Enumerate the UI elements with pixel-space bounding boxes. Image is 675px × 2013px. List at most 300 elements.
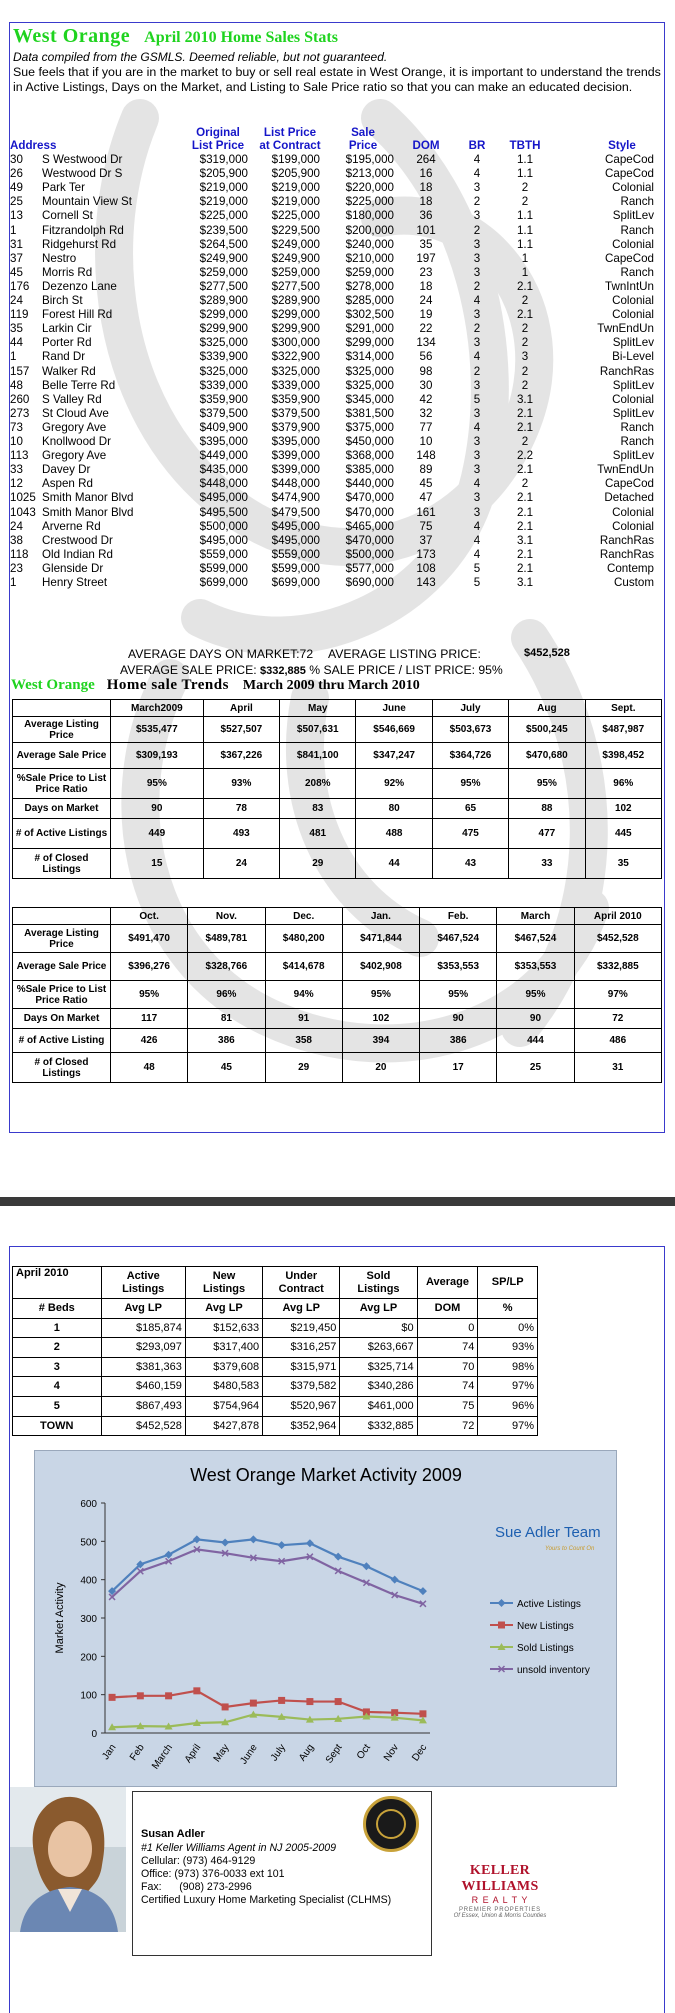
cell-style: Colonial bbox=[612, 237, 654, 251]
cell-style: SplitLev bbox=[612, 449, 654, 463]
sales-row bbox=[10, 407, 665, 421]
data-point bbox=[165, 1692, 172, 1699]
cell-dom: 264 bbox=[416, 153, 436, 166]
trend-value: $507,631 bbox=[280, 717, 356, 743]
trend-value: 102 bbox=[342, 1009, 419, 1029]
cell-list-at-contract: $399,000 bbox=[271, 463, 320, 477]
trend-row bbox=[13, 819, 662, 849]
cell-street: Belle Terre Rd bbox=[42, 378, 116, 392]
cell-sale-price: $314,000 bbox=[345, 350, 394, 364]
cell-bedrooms: 2 bbox=[473, 279, 481, 293]
x-tick-label: March bbox=[150, 1742, 176, 1772]
trend-value: 488 bbox=[356, 819, 432, 849]
cell-bedrooms: 3 bbox=[473, 251, 481, 265]
bed-header-cell: April 2010 bbox=[13, 1267, 102, 1299]
trend-value: 29 bbox=[280, 849, 356, 879]
trends-title: Home sale Trends bbox=[106, 677, 229, 693]
cell-street: Crestwood Dr bbox=[42, 533, 113, 547]
sales-row bbox=[10, 238, 665, 252]
bed-value: $452,528 bbox=[101, 1416, 185, 1436]
cell-baths: 2 bbox=[521, 336, 529, 350]
cell-baths: 1.1 bbox=[516, 153, 534, 166]
cell-street: Birch St bbox=[42, 294, 83, 307]
cell-bedrooms: 5 bbox=[473, 576, 481, 589]
y-axis-label: Market Activity bbox=[54, 1582, 66, 1654]
cell-bedrooms: 3 bbox=[473, 181, 481, 195]
cell-style: SplitLev bbox=[612, 209, 654, 223]
trend-value: $309,193 bbox=[111, 743, 204, 769]
cell-original-list-price: $500,000 bbox=[199, 519, 248, 533]
month-header: March bbox=[497, 908, 574, 925]
cell-dom: 143 bbox=[416, 576, 436, 589]
trend-value: 386 bbox=[420, 1029, 497, 1053]
chart-svg bbox=[35, 1451, 618, 1788]
cell-style: Ranch bbox=[620, 223, 654, 237]
bed-count: 1 bbox=[13, 1318, 102, 1338]
cell-sale-price: $577,000 bbox=[345, 561, 394, 575]
cell-style: TwnIntUn bbox=[605, 279, 654, 293]
cell-style: RanchRas bbox=[599, 364, 654, 378]
sales-row bbox=[10, 181, 665, 195]
trend-row bbox=[13, 849, 662, 879]
cell-baths: 2.1 bbox=[516, 308, 534, 322]
month-header: May bbox=[280, 700, 356, 717]
cell-house-number: 48 bbox=[10, 378, 23, 392]
trend-value: 95% bbox=[420, 981, 497, 1009]
cell-style: Ranch bbox=[620, 265, 654, 279]
trends-brand: West Orange bbox=[11, 677, 95, 693]
x-tick-label: May bbox=[211, 1742, 232, 1765]
sales-row bbox=[10, 365, 665, 379]
cell-house-number: 1 bbox=[10, 350, 17, 364]
cell-street: Rand Dr bbox=[42, 350, 86, 364]
cell-house-number: 35 bbox=[10, 322, 23, 336]
cell-baths: 2 bbox=[521, 181, 529, 195]
trend-value: 17 bbox=[420, 1053, 497, 1083]
trend-row bbox=[13, 743, 662, 769]
sales-row bbox=[10, 491, 665, 505]
row-label: # of Active Listing bbox=[13, 1029, 111, 1053]
cell-sale-price: $225,000 bbox=[345, 195, 394, 209]
sales-row bbox=[10, 534, 665, 548]
cell-house-number: 13 bbox=[10, 209, 23, 223]
x-tick-label: Oct bbox=[354, 1742, 373, 1762]
cell-original-list-price: $289,900 bbox=[199, 294, 248, 307]
kw-realty: R E A L T Y bbox=[471, 1895, 529, 1905]
cell-bedrooms: 2 bbox=[473, 195, 481, 209]
cell-dom: 19 bbox=[419, 308, 433, 322]
cell-street: Walker Rd bbox=[42, 364, 96, 378]
agent-card bbox=[132, 1791, 432, 1956]
bed-subheader-cell: DOM bbox=[417, 1299, 478, 1319]
cell-baths: 1.1 bbox=[516, 167, 534, 181]
cell-dom: 77 bbox=[419, 420, 433, 434]
cell-list-at-contract: $322,900 bbox=[271, 350, 320, 364]
data-point bbox=[193, 1687, 200, 1694]
cell-bedrooms: 2 bbox=[473, 364, 481, 378]
cell-sale-price: $325,000 bbox=[345, 378, 394, 392]
header-tbth: TBTH bbox=[509, 139, 541, 152]
cell-dom: 30 bbox=[419, 378, 433, 392]
sales-row bbox=[10, 421, 665, 435]
bed-count: 5 bbox=[13, 1396, 102, 1416]
bed-count: 4 bbox=[13, 1377, 102, 1397]
trend-value: $467,524 bbox=[497, 925, 574, 953]
x-tick-label: April bbox=[182, 1742, 204, 1766]
sales-row bbox=[10, 167, 665, 181]
cell-original-list-price: $449,000 bbox=[199, 449, 248, 463]
cell-street: S Westwood Dr bbox=[42, 153, 123, 166]
title-rest: April 2010 Home Sales Stats bbox=[144, 29, 338, 46]
bed-value: 70 bbox=[417, 1357, 478, 1377]
cell-style: Detached bbox=[604, 491, 654, 505]
cell-house-number: 1 bbox=[10, 223, 17, 237]
trend-value: $332,885 bbox=[574, 953, 661, 981]
cell-original-list-price: $219,000 bbox=[199, 181, 248, 195]
sales-row bbox=[10, 562, 665, 576]
corner-cell bbox=[13, 908, 111, 925]
cell-dom: 45 bbox=[419, 477, 433, 491]
bed-value: $332,885 bbox=[340, 1416, 417, 1436]
month-header: June bbox=[356, 700, 432, 717]
trend-value: 97% bbox=[574, 981, 661, 1009]
trend-value: $452,528 bbox=[574, 925, 661, 953]
cell-style: Colonial bbox=[612, 392, 654, 406]
cell-bedrooms: 4 bbox=[473, 547, 481, 561]
agent-name: Susan Adler bbox=[141, 1828, 205, 1840]
trend-value: 95% bbox=[509, 769, 585, 799]
cell-baths: 3.1 bbox=[516, 392, 534, 406]
month-header: Dec. bbox=[265, 908, 342, 925]
cell-original-list-price: $495,500 bbox=[199, 505, 248, 519]
bed-header-cell: Active Listings bbox=[101, 1267, 185, 1299]
cell-style: CapeCod bbox=[605, 153, 654, 166]
data-point bbox=[278, 1541, 286, 1549]
trends-table-2010 bbox=[12, 907, 662, 1083]
keller-williams-logo bbox=[440, 1863, 560, 1919]
trend-value: 90 bbox=[497, 1009, 574, 1029]
cell-sale-price: $213,000 bbox=[345, 167, 394, 181]
trend-value: 44 bbox=[356, 849, 432, 879]
trend-value: 88 bbox=[509, 799, 585, 819]
page-1 bbox=[9, 22, 665, 1133]
trend-value: 90 bbox=[420, 1009, 497, 1029]
cell-original-list-price: $435,000 bbox=[199, 463, 248, 477]
trend-row bbox=[13, 1053, 662, 1083]
cell-baths: 2 bbox=[521, 378, 529, 392]
trend-value: 45 bbox=[188, 1053, 265, 1083]
trend-value: 91 bbox=[265, 1009, 342, 1029]
agent-portrait bbox=[10, 1787, 126, 1932]
cell-dom: 18 bbox=[419, 195, 433, 209]
bed-value: 75 bbox=[417, 1396, 478, 1416]
trends-range: March 2009 thru March 2010 bbox=[242, 678, 420, 693]
cell-street: Cornell St bbox=[42, 209, 93, 223]
bed-value: $325,714 bbox=[340, 1357, 417, 1377]
trend-value: 477 bbox=[509, 819, 585, 849]
cell-style: Colonial bbox=[612, 308, 654, 322]
series-line bbox=[112, 1715, 423, 1728]
trend-value: $328,766 bbox=[188, 953, 265, 981]
cell-baths: 1 bbox=[521, 265, 529, 279]
month-header: April 2010 bbox=[574, 908, 661, 925]
cell-street: Aspen Rd bbox=[42, 477, 93, 491]
cell-sale-price: $278,000 bbox=[345, 279, 394, 293]
bed-value: $340,286 bbox=[340, 1377, 417, 1397]
cell-baths: 1.1 bbox=[516, 237, 534, 251]
cell-sale-price: $368,000 bbox=[345, 449, 394, 463]
bed-value: $460,159 bbox=[101, 1377, 185, 1397]
cell-style: Bi-Level bbox=[612, 350, 654, 364]
cell-dom: 37 bbox=[419, 533, 433, 547]
cell-street: S Valley Rd bbox=[42, 392, 102, 406]
cell-bedrooms: 3 bbox=[473, 265, 481, 279]
cell-street: Fitzrandolph Rd bbox=[42, 223, 124, 237]
sales-row bbox=[10, 224, 665, 238]
average-listing-label: AVERAGE LISTING PRICE: bbox=[328, 647, 481, 661]
trend-header-row bbox=[13, 908, 662, 925]
cell-original-list-price: $205,900 bbox=[199, 167, 248, 181]
cell-house-number: 23 bbox=[10, 561, 23, 575]
cell-house-number: 1025 bbox=[10, 491, 36, 505]
cell-list-at-contract: $229,500 bbox=[271, 223, 320, 237]
trend-value: $353,553 bbox=[497, 953, 574, 981]
row-label: # of Closed Listings bbox=[13, 1053, 111, 1083]
cell-house-number: 157 bbox=[10, 364, 30, 378]
cell-list-at-contract: $379,500 bbox=[271, 406, 320, 420]
trend-value: 95% bbox=[342, 981, 419, 1009]
trend-value: $841,100 bbox=[280, 743, 356, 769]
month-header: Jan. bbox=[342, 908, 419, 925]
cell-sale-price: $470,000 bbox=[345, 533, 394, 547]
cell-list-at-contract: $339,000 bbox=[271, 378, 320, 392]
y-tick-label: 400 bbox=[80, 1575, 97, 1587]
bed-subheader-cell: Avg LP bbox=[185, 1299, 262, 1319]
bed-header-cell: Average bbox=[417, 1267, 478, 1299]
agent-tagline: #1 Keller Williams Agent in NJ 2005-2009 bbox=[141, 1842, 337, 1854]
cell-street: Mountain View St bbox=[42, 195, 133, 209]
cell-sale-price: $690,000 bbox=[345, 576, 394, 589]
trend-value: 29 bbox=[265, 1053, 342, 1083]
trend-value: 117 bbox=[111, 1009, 188, 1029]
trend-value: 445 bbox=[585, 819, 661, 849]
cell-bedrooms: 4 bbox=[473, 167, 481, 181]
y-tick-label: 100 bbox=[80, 1690, 97, 1702]
cell-house-number: 44 bbox=[10, 336, 23, 350]
trend-value: $471,844 bbox=[342, 925, 419, 953]
bed-header-row-2 bbox=[13, 1299, 538, 1319]
bed-subheader-cell: Avg LP bbox=[340, 1299, 417, 1319]
cell-style: Ranch bbox=[620, 195, 654, 209]
cell-street: Glenside Dr bbox=[42, 561, 104, 575]
cell-dom: 18 bbox=[419, 181, 433, 195]
data-point bbox=[249, 1535, 257, 1543]
cell-list-at-contract: $599,000 bbox=[271, 561, 320, 575]
agent-cellular: Cellular: (973) 464-9129 bbox=[141, 1855, 256, 1867]
sales-row bbox=[10, 449, 665, 463]
bed-value: $316,257 bbox=[263, 1338, 340, 1358]
trend-value: $470,680 bbox=[509, 743, 585, 769]
cell-bedrooms: 3 bbox=[473, 435, 481, 448]
cell-style: Ranch bbox=[620, 435, 654, 448]
cell-baths: 2.1 bbox=[516, 279, 534, 293]
cell-list-at-contract: $225,000 bbox=[271, 209, 320, 223]
trend-value: $353,553 bbox=[420, 953, 497, 981]
cell-style: CapeCod bbox=[605, 251, 654, 265]
agent-fax: Fax: (908) 273-2996 bbox=[141, 1881, 252, 1893]
cell-bedrooms: 4 bbox=[473, 420, 481, 434]
cell-house-number: 73 bbox=[10, 420, 23, 434]
cell-dom: 35 bbox=[419, 237, 433, 251]
cell-baths: 2 bbox=[521, 294, 529, 307]
cell-dom: 173 bbox=[416, 547, 436, 561]
month-header: Oct. bbox=[111, 908, 188, 925]
cell-house-number: 10 bbox=[10, 435, 23, 448]
cell-baths: 2 bbox=[521, 322, 529, 336]
bed-value: $152,633 bbox=[185, 1318, 262, 1338]
trend-value: 15 bbox=[111, 849, 204, 879]
data-point bbox=[498, 1622, 505, 1629]
cell-original-list-price: $219,000 bbox=[199, 195, 248, 209]
cell-style: SplitLev bbox=[612, 378, 654, 392]
sales-row bbox=[10, 308, 665, 322]
cell-list-at-contract: $359,900 bbox=[271, 392, 320, 406]
data-point bbox=[250, 1700, 257, 1707]
cell-bedrooms: 4 bbox=[473, 533, 481, 547]
cell-house-number: 24 bbox=[10, 519, 23, 533]
cell-list-at-contract: $699,000 bbox=[271, 576, 320, 589]
trend-value: 92% bbox=[356, 769, 432, 799]
page-separator bbox=[0, 1197, 675, 1206]
cell-list-at-contract: $219,000 bbox=[271, 181, 320, 195]
month-header: Sept. bbox=[585, 700, 661, 717]
cell-street: Old Indian Rd bbox=[42, 547, 113, 561]
bed-header-cell: Sold Listings bbox=[340, 1267, 417, 1299]
cell-style: Custom bbox=[614, 576, 654, 589]
bed-value: 0% bbox=[478, 1318, 538, 1338]
trend-value: 208% bbox=[280, 769, 356, 799]
trend-value: $527,507 bbox=[203, 717, 279, 743]
bed-value: $263,667 bbox=[340, 1338, 417, 1358]
cell-dom: 89 bbox=[419, 463, 433, 477]
cell-bedrooms: 3 bbox=[473, 378, 481, 392]
trend-value: $487,987 bbox=[585, 717, 661, 743]
bedroom-breakdown-table bbox=[12, 1266, 538, 1436]
cell-bedrooms: 3 bbox=[473, 406, 481, 420]
trend-value: 20 bbox=[342, 1053, 419, 1083]
cell-list-at-contract: $299,000 bbox=[271, 308, 320, 322]
trend-value: 481 bbox=[280, 819, 356, 849]
bed-value: $352,964 bbox=[263, 1416, 340, 1436]
cell-sale-price: $325,000 bbox=[345, 364, 394, 378]
cell-bedrooms: 3 bbox=[473, 336, 481, 350]
cell-bedrooms: 3 bbox=[473, 505, 481, 519]
cell-street: Smith Manor Blvd bbox=[42, 505, 134, 519]
cell-baths: 2 bbox=[521, 477, 529, 491]
cell-list-at-contract: $559,000 bbox=[271, 547, 320, 561]
cell-baths: 1.1 bbox=[516, 209, 534, 223]
cell-bedrooms: 3 bbox=[473, 491, 481, 505]
sales-row bbox=[10, 252, 665, 266]
agent-photo bbox=[10, 1787, 126, 1932]
trend-row bbox=[13, 1009, 662, 1029]
cell-list-at-contract: $299,900 bbox=[271, 322, 320, 336]
x-tick-label: June bbox=[238, 1742, 260, 1767]
cell-list-at-contract: $495,000 bbox=[271, 519, 320, 533]
cell-sale-price: $385,000 bbox=[345, 463, 394, 477]
cell-list-at-contract: $219,000 bbox=[271, 195, 320, 209]
trend-value: $347,247 bbox=[356, 743, 432, 769]
row-label: Average Sale Price bbox=[13, 953, 111, 981]
cell-dom: 108 bbox=[416, 561, 436, 575]
trend-value: 426 bbox=[111, 1029, 188, 1053]
trend-value: $500,245 bbox=[509, 717, 585, 743]
cell-street: Westwood Dr S bbox=[42, 167, 123, 181]
bed-value: 97% bbox=[478, 1416, 538, 1436]
team-tagline: Yours to Count On bbox=[545, 1546, 595, 1552]
trend-row bbox=[13, 1029, 662, 1053]
cell-dom: 24 bbox=[419, 294, 433, 307]
trend-value: $398,452 bbox=[585, 743, 661, 769]
cell-list-at-contract: $474,900 bbox=[271, 491, 320, 505]
cell-list-at-contract: $395,000 bbox=[271, 435, 320, 448]
cell-dom: 16 bbox=[419, 167, 433, 181]
cell-original-list-price: $559,000 bbox=[199, 547, 248, 561]
cell-sale-price: $200,000 bbox=[345, 223, 394, 237]
bed-value: $315,971 bbox=[263, 1357, 340, 1377]
cell-dom: 197 bbox=[416, 251, 436, 265]
bed-value: $0 bbox=[340, 1318, 417, 1338]
cell-bedrooms: 4 bbox=[473, 519, 481, 533]
trend-row bbox=[13, 769, 662, 799]
sales-row bbox=[10, 336, 665, 350]
cell-street: Gregory Ave bbox=[42, 449, 107, 463]
trend-value: 24 bbox=[203, 849, 279, 879]
cell-street: Arverne Rd bbox=[42, 519, 101, 533]
row-label: Days On Market bbox=[13, 1009, 111, 1029]
trends-table-2009 bbox=[12, 699, 662, 879]
cell-sale-price: $500,000 bbox=[345, 547, 394, 561]
bed-subheader-cell: # Beds bbox=[13, 1299, 102, 1319]
cell-street: Forest Hill Rd bbox=[42, 308, 113, 322]
cell-bedrooms: 4 bbox=[473, 153, 481, 166]
bed-value: $379,582 bbox=[263, 1377, 340, 1397]
bed-value: 96% bbox=[478, 1396, 538, 1416]
cell-dom: 36 bbox=[419, 209, 433, 223]
cell-sale-price: $180,000 bbox=[345, 209, 394, 223]
x-tick-label: Sept bbox=[323, 1742, 345, 1766]
cell-dom: 22 bbox=[419, 322, 433, 336]
cell-bedrooms: 2 bbox=[473, 223, 481, 237]
cell-style: SplitLev bbox=[612, 406, 654, 420]
trend-value: 386 bbox=[188, 1029, 265, 1053]
cell-list-at-contract: $448,000 bbox=[271, 477, 320, 491]
cell-style: Colonial bbox=[612, 505, 654, 519]
bed-header-row-1 bbox=[13, 1267, 538, 1299]
cell-style: SplitLev bbox=[612, 336, 654, 350]
cell-list-at-contract: $479,500 bbox=[271, 505, 320, 519]
cell-dom: 56 bbox=[419, 350, 433, 364]
month-header: Nov. bbox=[188, 908, 265, 925]
trend-value: $491,470 bbox=[111, 925, 188, 953]
bed-subheader-cell: Avg LP bbox=[101, 1299, 185, 1319]
legend-label: New Listings bbox=[517, 1621, 574, 1632]
x-tick-label: Aug bbox=[297, 1742, 317, 1764]
header-list-at-contract: List Price at Contract bbox=[259, 126, 321, 152]
trend-value: 475 bbox=[432, 819, 508, 849]
cell-original-list-price: $699,000 bbox=[199, 576, 248, 589]
cell-street: Porter Rd bbox=[42, 336, 92, 350]
